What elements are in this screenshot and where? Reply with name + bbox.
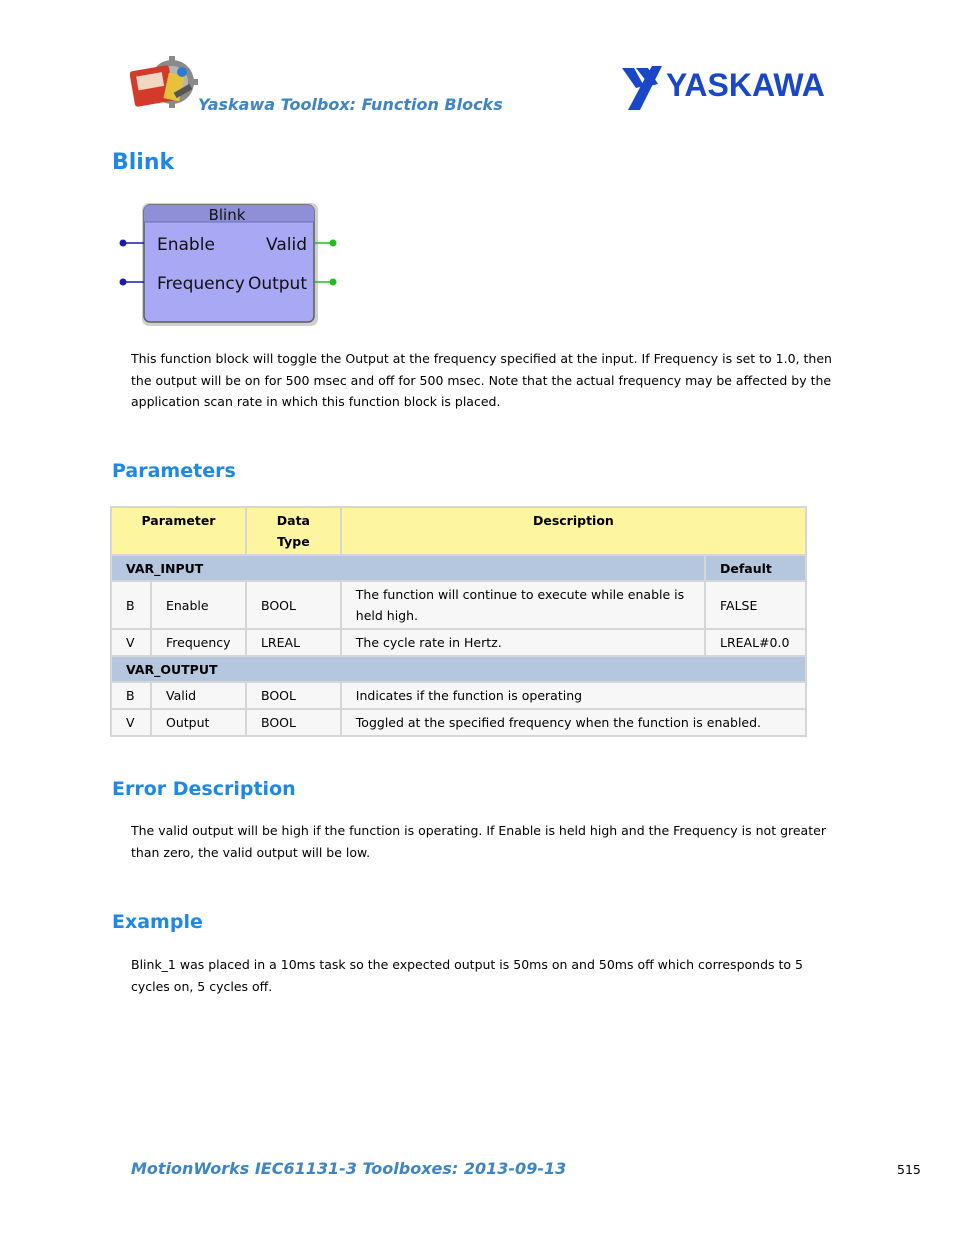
toolbox-logo bbox=[130, 56, 200, 112]
table-row bbox=[111, 581, 806, 629]
param-name: Output bbox=[151, 709, 246, 736]
block-name: Blink bbox=[208, 206, 246, 224]
param-type: LREAL bbox=[246, 629, 341, 656]
intro-line: the output will be on for 500 msec and off for 500 msec. Note that the actual frequency may be affected by the bbox=[131, 372, 832, 388]
param-name: Frequency bbox=[151, 629, 246, 656]
col-header-data-type-line2: Type bbox=[277, 534, 310, 549]
yaskawa-wordmark: YASKAWA bbox=[666, 67, 825, 103]
function-block-diagram bbox=[112, 200, 348, 330]
group-row-var-input bbox=[111, 555, 806, 581]
col-header-data-type-line1: Data bbox=[276, 513, 310, 528]
error-line: than zero, the valid output will be low. bbox=[131, 844, 371, 860]
param-type: BOOL bbox=[246, 581, 341, 629]
input-pin-frequency bbox=[120, 279, 127, 286]
param-type: BOOL bbox=[246, 709, 341, 736]
block-output-output: Output bbox=[247, 274, 307, 294]
col-header-description: Description bbox=[341, 507, 806, 555]
footer-title: MotionWorks IEC61131-3 Toolboxes: 2013-09-13 bbox=[131, 1159, 567, 1178]
block-output-valid: Valid bbox=[266, 235, 307, 255]
param-description-line: The function will continue to execute while enable is bbox=[355, 587, 685, 602]
group-label-var-input: VAR_INPUT bbox=[111, 555, 705, 581]
param-description: Indicates if the function is operating bbox=[341, 682, 806, 709]
intro-line: This function block will toggle the Output at the frequency specified at the input. If Frequency is set to 1.0, then bbox=[131, 351, 832, 366]
error-line: The valid output will be high if the function is operating. If Enable is held high and the Frequency is not greater bbox=[131, 823, 826, 838]
table-row bbox=[111, 629, 806, 656]
param-description bbox=[341, 581, 705, 629]
param-description-line: held high. bbox=[355, 608, 419, 623]
page-number: 515 bbox=[897, 1162, 921, 1177]
param-flag: V bbox=[111, 709, 151, 736]
param-default: LREAL#0.0 bbox=[705, 629, 806, 656]
intro-paragraph bbox=[131, 348, 851, 413]
parameters-table bbox=[110, 506, 807, 737]
param-flag: B bbox=[111, 581, 151, 629]
param-flag: V bbox=[111, 629, 151, 656]
param-name: Valid bbox=[151, 682, 246, 709]
header-title: Yaskawa Toolbox: Function Blocks bbox=[198, 95, 503, 114]
col-header-default: Default bbox=[705, 555, 806, 581]
param-description: Toggled at the specified frequency when the function is enabled. bbox=[341, 709, 806, 736]
group-row-var-output bbox=[111, 656, 806, 682]
output-pin-valid bbox=[330, 240, 337, 247]
param-default: FALSE bbox=[705, 581, 806, 629]
page-title: Blink bbox=[112, 150, 175, 175]
intro-line: application scan rate in which this function block is placed. bbox=[131, 394, 501, 409]
table-row bbox=[111, 709, 806, 736]
example-heading: Example bbox=[112, 911, 203, 933]
example-line: cycles on, 5 cycles off. bbox=[131, 978, 273, 994]
col-header-data-type bbox=[246, 507, 341, 555]
col-header-parameter: Parameter bbox=[111, 507, 246, 555]
input-pin-enable bbox=[120, 240, 127, 247]
error-description-paragraph bbox=[131, 820, 851, 863]
table-header-row bbox=[111, 507, 806, 555]
group-label-var-output: VAR_OUTPUT bbox=[111, 656, 806, 682]
param-description: The cycle rate in Hertz. bbox=[341, 629, 705, 656]
error-description-heading: Error Description bbox=[112, 778, 296, 800]
parameters-heading: Parameters bbox=[112, 460, 236, 482]
example-line: Blink_1 was placed in a 10ms task so the expected output is 50ms on and 50ms off which corresponds to 5 bbox=[131, 957, 803, 972]
param-name: Enable bbox=[151, 581, 246, 629]
block-input-enable: Enable bbox=[157, 235, 215, 255]
param-type: BOOL bbox=[246, 682, 341, 709]
output-pin-output bbox=[330, 279, 337, 286]
example-paragraph bbox=[131, 954, 851, 997]
block-input-frequency: Frequency bbox=[157, 274, 245, 294]
param-flag: B bbox=[111, 682, 151, 709]
yaskawa-logo bbox=[622, 66, 844, 112]
table-row bbox=[111, 682, 806, 709]
yaskawa-swoosh-icon bbox=[622, 66, 662, 110]
